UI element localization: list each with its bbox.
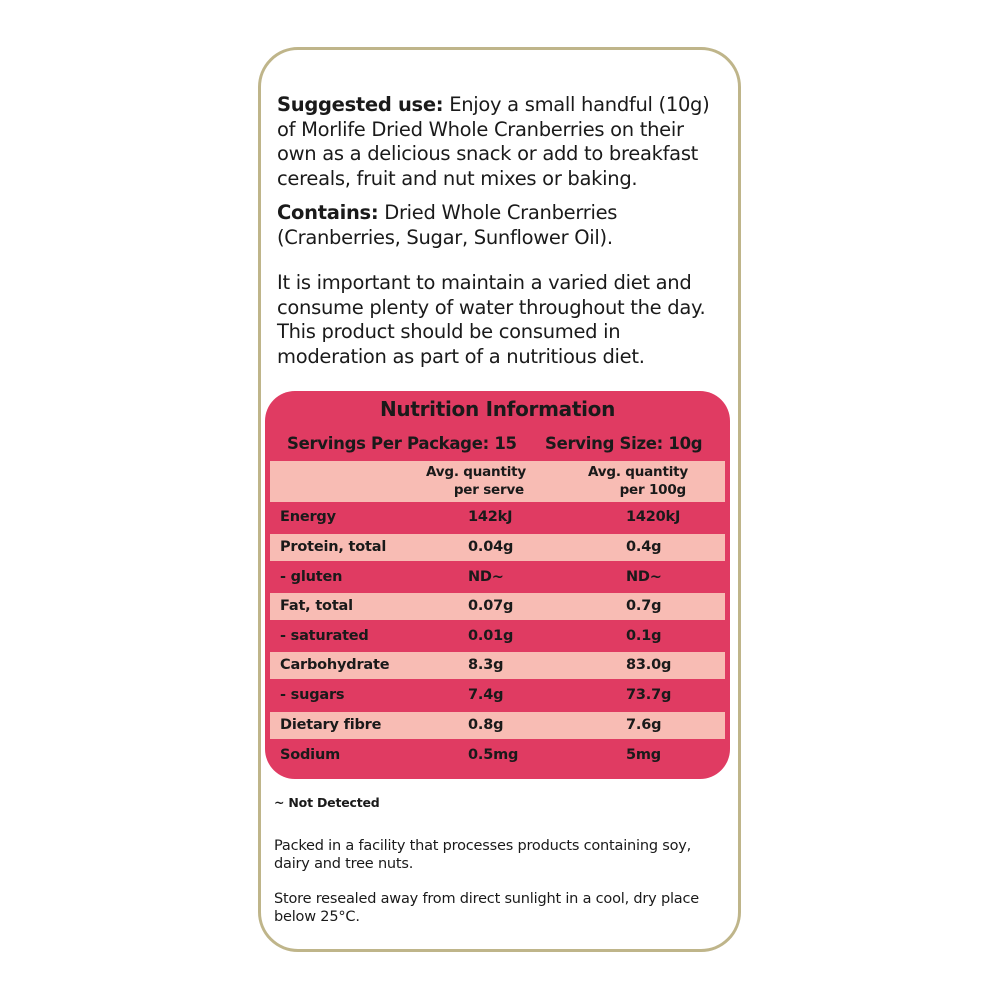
nutrient-per-serve: 8.3g bbox=[468, 657, 504, 673]
column-header-per-serve bbox=[426, 463, 524, 499]
nutrient-name: - sugars bbox=[280, 687, 345, 703]
diet-note: It is important to maintain a varied diet and consume plenty of water throughout the day. This product should be consumed in moderation as part of a nutritious diet. bbox=[277, 271, 706, 368]
nutrient-per-serve: ND~ bbox=[468, 569, 504, 585]
nutrient-per-serve: 0.5mg bbox=[468, 747, 519, 763]
nutrient-per-100g: 0.7g bbox=[626, 598, 662, 614]
nutrition-row-sodium bbox=[270, 742, 725, 769]
suggested-use-text: Enjoy a small handful (10g) of Morlife Dried Whole Cranberries on their own as a delicious snack or add to breakfast cereals, fruit and nut mixes or baking. bbox=[277, 93, 710, 190]
storage-note: Store resealed away from direct sunlight in a cool, dry place below 25°C. bbox=[274, 891, 699, 925]
nutrient-per-100g: 0.1g bbox=[626, 628, 662, 644]
servings-per-package: Servings Per Package: 15 bbox=[287, 434, 517, 453]
suggested-use-paragraph bbox=[277, 93, 727, 191]
nutrient-per-100g: 73.7g bbox=[626, 687, 672, 703]
nutrition-row-dietary-fibre bbox=[270, 712, 725, 739]
nutrient-name: Fat, total bbox=[280, 598, 353, 614]
nutrition-row-fat bbox=[270, 593, 725, 620]
nutrient-per-serve: 142kJ bbox=[468, 509, 513, 525]
not-detected-footnote: ~ Not Detected bbox=[274, 795, 380, 810]
column-header-per-100g-line2: per 100g bbox=[619, 482, 686, 498]
nutrition-row-protein bbox=[270, 534, 725, 561]
nutrient-name: Energy bbox=[280, 509, 336, 525]
column-header-per-serve-line1: Avg. quantity bbox=[426, 464, 526, 480]
nutrition-row-sugars bbox=[270, 682, 725, 709]
nutrition-row-carbohydrate bbox=[270, 652, 725, 679]
nutrition-row-saturated bbox=[270, 623, 725, 650]
nutrient-name: Carbohydrate bbox=[280, 657, 390, 673]
nutrient-per-serve: 0.04g bbox=[468, 539, 514, 555]
nutrient-per-100g: 5mg bbox=[626, 747, 661, 763]
nutrient-per-100g: 7.6g bbox=[626, 717, 662, 733]
nutrition-title: Nutrition Information bbox=[379, 397, 616, 421]
nutrition-panel bbox=[265, 391, 730, 779]
nutrient-name: Protein, total bbox=[280, 539, 387, 555]
contains-paragraph bbox=[277, 201, 727, 250]
serving-size: Serving Size: 10g bbox=[545, 434, 703, 453]
column-header-per-100g bbox=[588, 463, 686, 499]
nutrition-column-header bbox=[270, 461, 725, 502]
allergen-note: Packed in a facility that processes products containing soy, dairy and tree nuts. bbox=[274, 838, 692, 872]
column-header-per-serve-line2: per serve bbox=[453, 482, 524, 498]
contains-text: Dried Whole Cranberries (Cranberries, Sugar, Sunflower Oil). bbox=[277, 201, 618, 249]
nutrient-per-serve: 7.4g bbox=[468, 687, 504, 703]
nutrient-per-serve: 0.01g bbox=[468, 628, 514, 644]
nutrient-name: - gluten bbox=[280, 569, 343, 585]
suggested-use-label: Suggested use: bbox=[277, 93, 444, 116]
column-header-per-100g-line1: Avg. quantity bbox=[588, 464, 688, 480]
nutrient-per-100g: 0.4g bbox=[626, 539, 662, 555]
contains-label: Contains: bbox=[277, 201, 379, 224]
nutrient-per-serve: 0.8g bbox=[468, 717, 504, 733]
nutrient-name: - saturated bbox=[280, 628, 369, 644]
nutrition-row-gluten bbox=[270, 564, 725, 591]
nutrient-per-100g: 1420kJ bbox=[626, 509, 681, 525]
nutrition-row-energy bbox=[270, 504, 725, 531]
nutrient-per-100g: 83.0g bbox=[626, 657, 672, 673]
nutrient-name: Sodium bbox=[280, 747, 340, 763]
nutrient-per-100g: ND~ bbox=[626, 569, 662, 585]
nutrient-name: Dietary fibre bbox=[280, 717, 382, 733]
nutrient-per-serve: 0.07g bbox=[468, 598, 514, 614]
